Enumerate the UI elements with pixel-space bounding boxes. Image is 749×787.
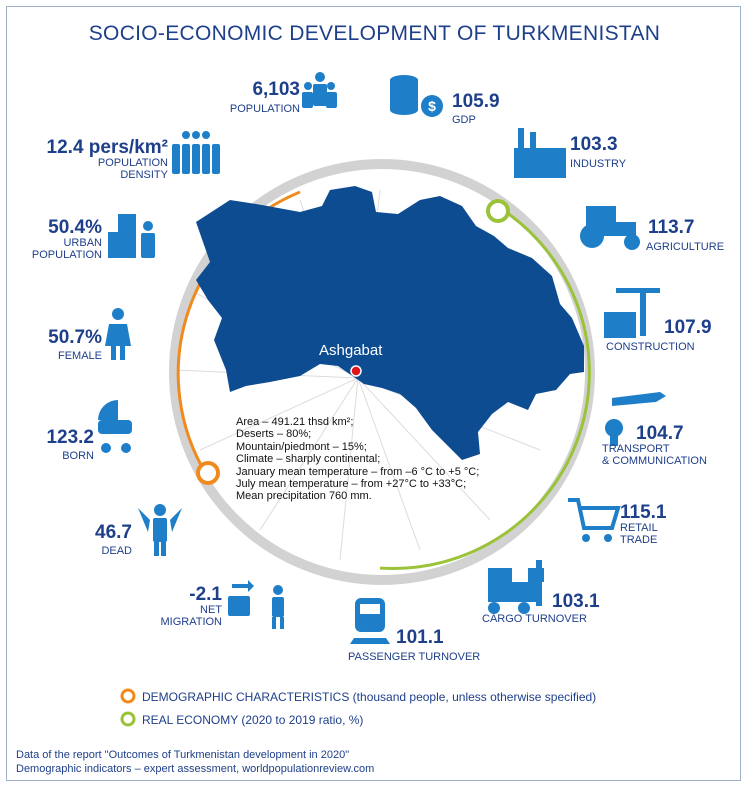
female-icon — [105, 308, 131, 360]
indicator-born — [22, 428, 94, 462]
indicator-female — [30, 328, 102, 362]
indicator-density — [40, 138, 168, 181]
population-label: POPULATION — [229, 103, 300, 115]
density-icon — [172, 131, 220, 174]
agriculture-value: 113.7 — [648, 217, 695, 238]
economy-marker — [488, 201, 508, 221]
female-value: 50.7% — [48, 327, 102, 348]
transport-label-1: TRANSPORT — [602, 443, 670, 455]
footer-note: Demographic indicators – expert assessment, worldpopulationreview.com — [16, 763, 375, 775]
cargo-label: CARGO TURNOVER — [482, 613, 587, 625]
fact-line: Deserts – 80%; — [236, 428, 312, 441]
indicator-transport — [602, 424, 732, 467]
fact-line: Mountain/piedmont – 15%; — [236, 440, 367, 453]
gdp-value: 105.9 — [452, 91, 500, 112]
gdp-label: GDP — [452, 114, 476, 126]
baby-carriage-icon — [98, 400, 132, 453]
demographic-marker — [198, 463, 218, 483]
capital-marker — [351, 366, 361, 376]
legend-economy: REAL ECONOMY (2020 to 2019 ratio, %) — [142, 713, 364, 727]
legend-demographic: DEMOGRAPHIC CHARACTERISTICS (thousand people, unless otherwise specified) — [142, 690, 597, 704]
indicator-construction — [606, 318, 726, 353]
industry-value: 103.3 — [570, 134, 618, 155]
population-icon — [302, 72, 337, 108]
urban-icon — [108, 214, 155, 258]
indicator-agriculture — [648, 218, 724, 253]
footer-source: Data of the report "Outcomes of Turkmenistan development in 2020" — [16, 749, 350, 761]
tractor-icon — [580, 206, 640, 250]
fact-line: Mean precipitation 760 mm. — [236, 490, 372, 503]
construction-label: CONSTRUCTION — [606, 341, 695, 353]
density-label-1: POPULATION — [97, 157, 168, 169]
migration-label-2: MIGRATION — [160, 616, 222, 629]
agriculture-label: AGRICULTURE — [646, 241, 725, 253]
fact-line: Area – 491.21 thsd km²; — [236, 416, 354, 428]
urban-label-2: POPULATION — [31, 249, 102, 262]
dead-label: DEAD — [101, 545, 132, 557]
factory-icon — [514, 128, 566, 178]
indicator-gdp — [452, 92, 500, 126]
construction-value: 107.9 — [664, 317, 712, 338]
fact-line: July mean temperature – from +27°C to +33°C; — [236, 478, 467, 491]
female-label: FEMALE — [57, 350, 102, 362]
fact-line: January mean temperature – from –6 °C to +5 °C; — [236, 465, 480, 478]
migration-value: -2.1 — [189, 584, 222, 605]
indicator-urban — [30, 218, 102, 261]
indicator-retail — [620, 503, 667, 546]
born-label: BORN — [62, 450, 94, 462]
migration-icon — [228, 580, 284, 629]
legend-demographic-marker — [122, 690, 134, 702]
indicator-passenger — [348, 628, 488, 663]
cargo-value: 103.1 — [552, 591, 600, 612]
fact-line: Climate – sharply continental; — [236, 453, 381, 466]
retail-label-1: RETAIL — [620, 522, 658, 534]
retail-label-2: TRADE — [620, 534, 658, 547]
density-value: 12.4 pers/km² — [46, 137, 168, 158]
angel-icon — [138, 504, 182, 556]
country-facts — [236, 416, 536, 503]
indicator-migration — [140, 585, 222, 628]
urban-value: 50.4% — [48, 217, 102, 238]
passenger-value: 101.1 — [396, 627, 444, 648]
shopping-cart-icon — [568, 500, 618, 542]
industry-label: INDUSTRY — [570, 158, 627, 170]
density-label-2: DENSITY — [120, 169, 168, 182]
indicator-dead — [60, 523, 132, 557]
urban-label-1: URBAN — [63, 237, 102, 249]
migration-label-1: NET — [200, 604, 222, 616]
page-title: SOCIO-ECONOMIC DEVELOPMENT OF TURKMENISTAN — [88, 22, 661, 45]
transport-value: 104.7 — [636, 423, 684, 444]
population-value: 6,103 — [252, 79, 300, 100]
indicator-cargo — [482, 592, 602, 625]
capital-label: Ashgabat — [319, 342, 383, 359]
transport-label-2: & COMMUNICATION — [602, 455, 707, 468]
born-value: 123.2 — [46, 427, 94, 448]
dead-value: 46.7 — [95, 522, 132, 543]
passenger-label: PASSENGER TURNOVER — [348, 651, 481, 663]
legend-economy-marker — [122, 713, 134, 725]
indicator-industry — [570, 135, 626, 170]
indicator-population — [218, 80, 300, 115]
dollar-sign-icon: $ — [428, 98, 436, 114]
retail-value: 115.1 — [620, 502, 667, 523]
